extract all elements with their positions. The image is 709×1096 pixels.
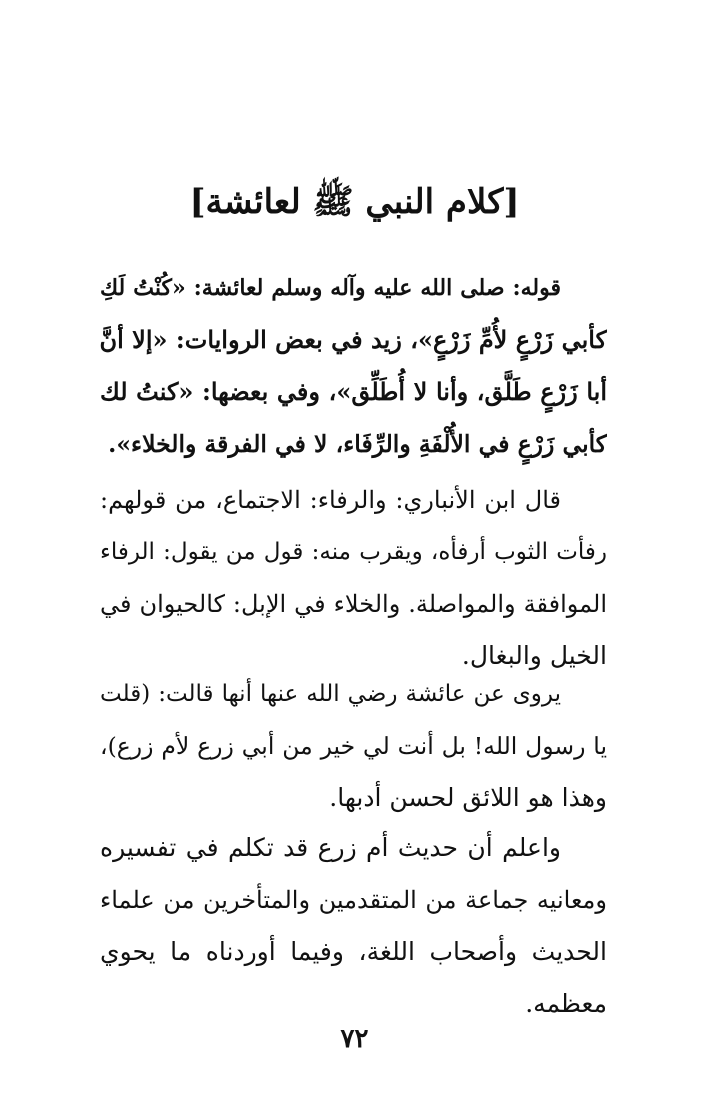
paragraph-line: الموافقة والمواصلة. والخلاء في الإبل: كالحيوان في [100,590,607,618]
paragraph-1 [100,262,607,470]
paragraph-line: يروى عن عائشة رضي الله عنها أنها قالت: (قلت [100,681,561,707]
paragraph-line: كأبي زَرْعٍ لأُمِّ زَرْعٍ»، زيد في بعض الروايات: «إلا أنَّ [100,325,607,354]
paragraph-line: يا رسول الله! بل أنت لي خير من أبي زرع لأم زرع)، [100,732,607,760]
paragraph-line: كأبي زَرْعٍ في الأُلْفَةِ والرِّفَاء، لا في الفرقة والخلاء». [108,430,607,458]
paragraph-line: أبا زَرْعٍ طَلَّق، وأنا لا أُطَلِّق»، وفي بعضها: «كنتُ لك [100,377,607,406]
paragraph-line: قوله: صلى الله عليه وآله وسلم لعائشة: «كُنْتُ لَكِ [100,275,561,301]
paragraph-line: واعلم أن حديث أم زرع قد تكلم في تفسيره [100,833,561,862]
paragraph-3 [100,668,607,824]
paragraph-line: ومعانيه جماعة من المتقدمين والمتأخرين من علماء [100,886,607,914]
section-title: [كلام النبي ﷺ لعائشة] [189,182,520,222]
paragraph-line: قال ابن الأنباري: والرفاء: الاجتماع، من قولهم: [100,486,561,514]
page-number: ٧٢ [340,1024,369,1054]
paragraph-line: معظمه. [525,989,607,1018]
paragraph-line: وهذا هو اللائق لحسن أدبها. [329,783,607,812]
paragraph-4 [100,822,607,1030]
paragraph-line: الحديث وأصحاب اللغة، وفيما أوردناه ما يحوي [100,937,607,966]
paragraph-line: رفأت الثوب أرفأه، ويقرب منه: قول من يقول: الرفاء [100,539,607,565]
paragraph-2 [100,474,607,682]
paragraph-line: الخيل والبغال. [461,641,607,670]
